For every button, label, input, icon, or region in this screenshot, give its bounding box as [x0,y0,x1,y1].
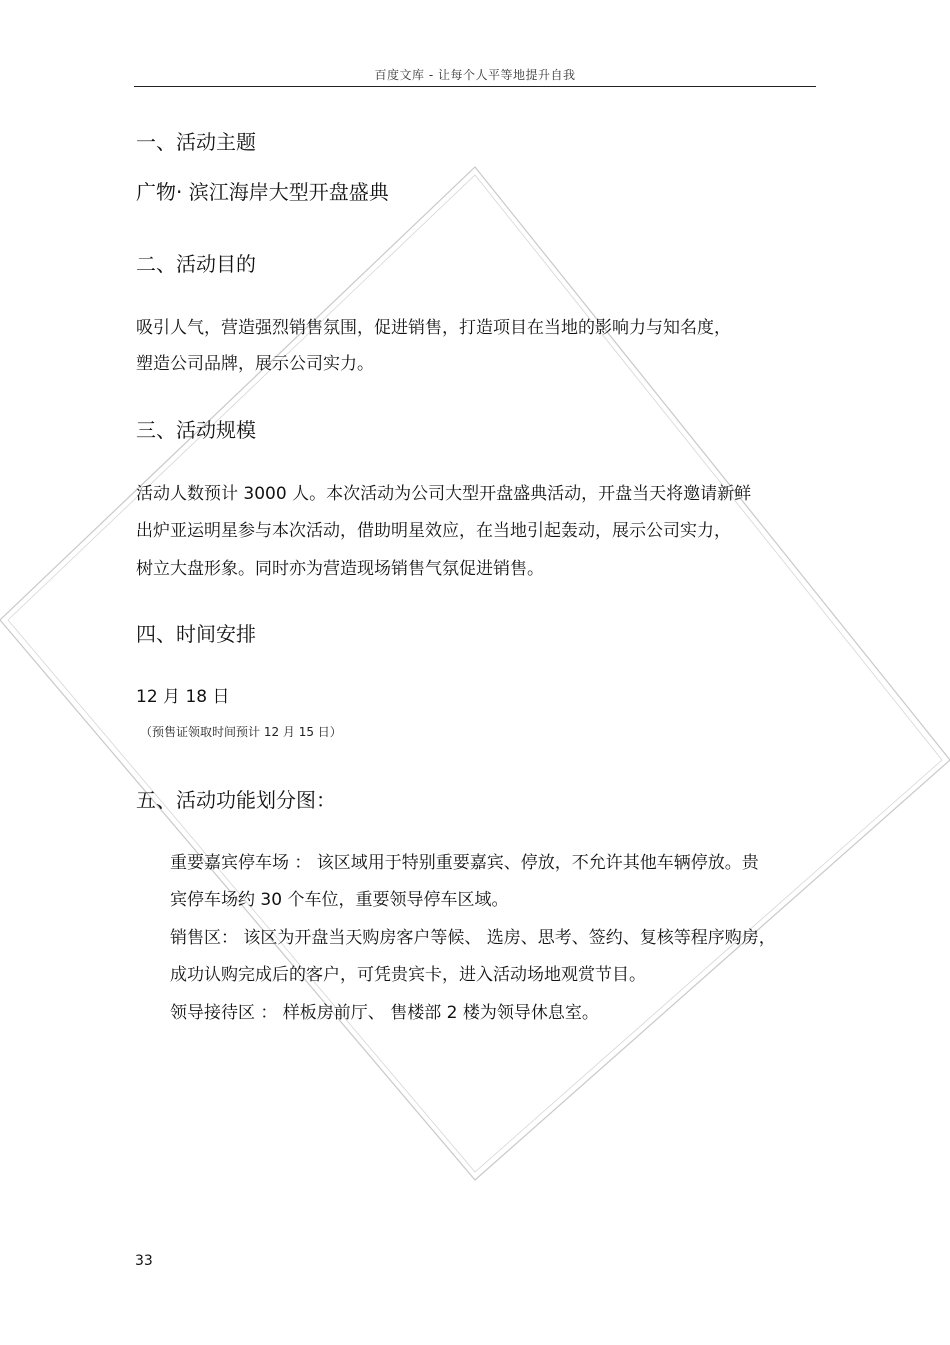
paragraph-line: 宾停车场约 30 个车位，重要领导停车区域。 [170,890,509,910]
section-heading-purpose: 二、活动目的 [136,252,256,276]
page-number: 33 [135,1253,153,1269]
paragraph-line: 重要嘉宾停车场 ： 该区域用于特别重要嘉宾、停放，不允许其他车辆停放。贵 [170,853,759,873]
paragraph-line: 吸引人气，营造强烈销售氛围，促进销售，打造项目在当地的影响力与知名度， [136,318,731,338]
section-heading-schedule: 四、时间安排 [136,622,256,646]
paragraph-line: 销售区： 该区为开盘当天购房客户等候、 选房、思考、签约、复核等程序购房， [170,928,776,948]
paragraph-line: 活动人数预计 3000 人。本次活动为公司大型开盘盛典活动，开盘当天将邀请新鲜 [136,484,752,504]
paragraph-line: 成功认购完成后的客户，可凭贵宾卡，进入活动场地观赏节目。 [170,965,646,985]
page-header: 百度文库 - 让每个人平等地提升自我 [374,68,576,82]
paragraph-line: 塑造公司品牌，展示公司实力。 [136,354,374,374]
section-heading-theme: 一、活动主题 [136,130,256,154]
event-date: 12 月 18 日 [136,687,230,707]
paragraph-line: 出炉亚运明星参与本次活动，借助明星效应，在当地引起轰动，展示公司实力， [136,521,731,541]
paragraph-line: 树立大盘形象。同时亦为营造现场销售气氛促进销售。 [136,559,544,579]
paragraph-line: 领导接待区 ： 样板房前厅、 售楼部 2 楼为领导休息室。 [170,1003,599,1023]
event-title: 广物· 滨江海岸大型开盘盛典 [136,180,389,204]
section-heading-scale: 三、活动规模 [136,418,256,442]
header-divider [134,86,816,87]
date-note: （预售证领取时间预计 12 月 15 日） [140,725,342,739]
section-heading-zones: 五、活动功能划分图： [136,788,336,812]
